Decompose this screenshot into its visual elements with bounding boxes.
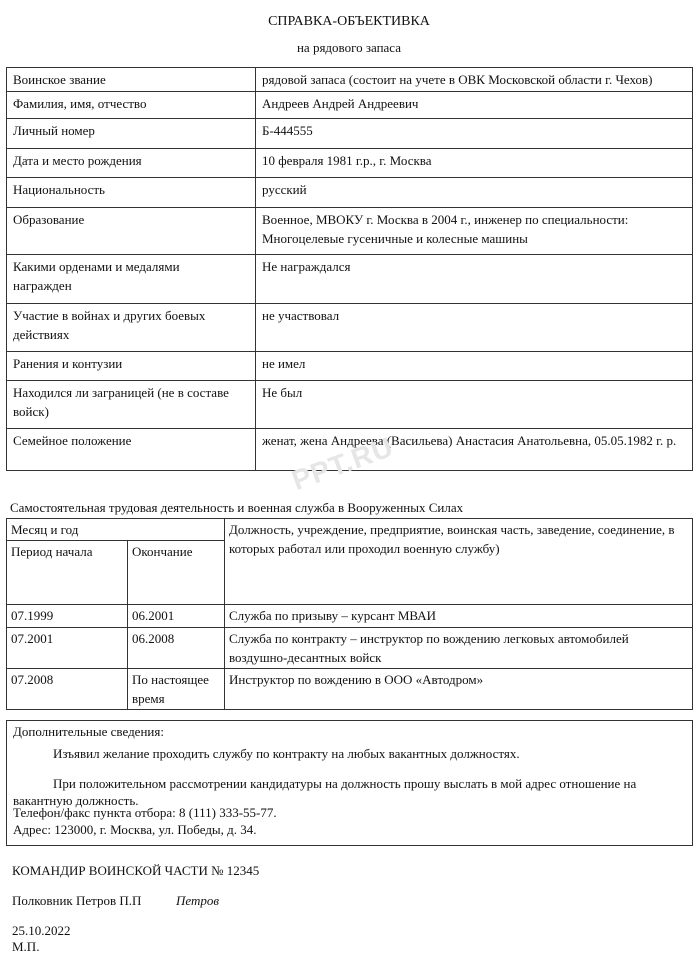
position-header: Должность, учреждение, предприятие, воинская часть, заведение, соединение, в которых работал или проходил военную службу) — [225, 519, 693, 605]
commander-title: КОМАНДИР ВОИНСКОЙ ЧАСТИ № 12345 — [12, 863, 260, 878]
info-value: Не награждался — [256, 255, 693, 304]
position: Инструктор по вождению в ООО «Автодром» — [225, 669, 693, 710]
additional-paragraph: При положительном рассмотрении кандидатуры на должность прошу выслать в мой адрес отношение на вакантную должность. — [13, 776, 637, 808]
info-label — [7, 381, 256, 429]
period-start-header: Период начала — [7, 541, 128, 605]
info-label — [7, 255, 256, 304]
period-start: 07.2001 — [7, 628, 128, 669]
work-section-title: Самостоятельная трудовая деятельность и военная служба в Вооруженных Силах — [10, 500, 464, 515]
info-label-line: награжден — [13, 278, 72, 293]
table-row — [7, 352, 693, 381]
info-label: Образование — [7, 208, 256, 255]
additional-heading: Дополнительные сведения: — [13, 724, 164, 739]
table-row — [7, 68, 693, 92]
period-end: 06.2008 — [128, 628, 225, 669]
document-subtitle: на рядового запаса — [296, 40, 402, 55]
info-value — [256, 208, 693, 255]
additional-paragraph: Изъявил желание проходить службу по контракту на любых вакантных должностях. — [53, 746, 520, 761]
info-label: Воинское звание — [7, 68, 256, 92]
period-end: По настоящее время — [128, 669, 225, 710]
table-row — [7, 669, 693, 710]
period-start: 07.2008 — [7, 669, 128, 710]
additional-phone: Телефон/факс пункта отбора: 8 (111) 333-55-77. — [13, 805, 277, 820]
info-table — [6, 67, 693, 471]
info-value: Б-444555 — [256, 119, 693, 149]
watermark: PPT.RU — [287, 430, 398, 497]
info-label-line: действиях — [13, 327, 70, 342]
info-value: русский — [256, 178, 693, 208]
info-value: Не был — [256, 381, 693, 429]
table-row — [7, 208, 693, 255]
info-label-line: Какими орденами и медалями — [13, 259, 180, 274]
info-label: Дата и место рождения — [7, 149, 256, 178]
table-row — [7, 304, 693, 352]
info-value: не участвовал — [256, 304, 693, 352]
info-value: Андреев Андрей Андреевич — [256, 92, 693, 119]
table-row — [7, 178, 693, 208]
period-end: 06.2001 — [128, 605, 225, 628]
table-row — [7, 149, 693, 178]
info-label: Личный номер — [7, 119, 256, 149]
period-start: 07.1999 — [7, 605, 128, 628]
info-value-line: Многоцелевые гусеничные и колесные машины — [262, 231, 528, 246]
table-row — [7, 628, 693, 669]
signature: Петров — [176, 893, 220, 908]
info-label: Ранения и контузии — [7, 352, 256, 381]
info-label — [7, 304, 256, 352]
work-table — [6, 518, 693, 710]
additional-address: Адрес: 123000, г. Москва, ул. Победы, д. 34. — [13, 822, 257, 837]
table-row — [7, 381, 693, 429]
info-label-line: Участие в войнах и других боевых — [13, 308, 206, 323]
stamp-place: М.П. — [12, 939, 40, 954]
position: Служба по контракту – инструктор по вождению легковых автомобилей воздушно-десантных войск — [225, 628, 693, 669]
table-row — [7, 519, 693, 541]
period-end-header: Окончание — [128, 541, 225, 605]
additional-info-box — [6, 720, 693, 846]
officer-name: Полковник Петров П.П — [12, 893, 142, 908]
document-title: СПРАВКА-ОБЪЕКТИВКА — [268, 14, 430, 29]
info-label: Национальность — [7, 178, 256, 208]
info-label: Фамилия, имя, отчество — [7, 92, 256, 119]
month-year-header: Месяц и год — [7, 519, 225, 541]
table-row — [7, 605, 693, 628]
position: Служба по призыву – курсант МВАИ — [225, 605, 693, 628]
table-row — [7, 255, 693, 304]
info-label-line: Находился ли заграницей (не в составе — [13, 385, 229, 400]
info-value-line: Военное, МВОКУ г. Москва в 2004 г., инженер по специальности: — [262, 212, 629, 227]
info-value: не имел — [256, 352, 693, 381]
info-label-line: войск) — [13, 404, 49, 419]
document-date: 25.10.2022 — [12, 923, 71, 938]
table-row — [7, 92, 693, 119]
info-value: 10 февраля 1981 г.р., г. Москва — [256, 149, 693, 178]
table-row — [7, 119, 693, 149]
info-value: рядовой запаса (состоит на учете в ОВК Московской области г. Чехов) — [256, 68, 693, 92]
info-label: Семейное положение — [7, 429, 256, 471]
info-value: женат, жена Андреева (Васильева) Анастасия Анатольевна, 05.05.1982 г. р. — [256, 429, 693, 471]
